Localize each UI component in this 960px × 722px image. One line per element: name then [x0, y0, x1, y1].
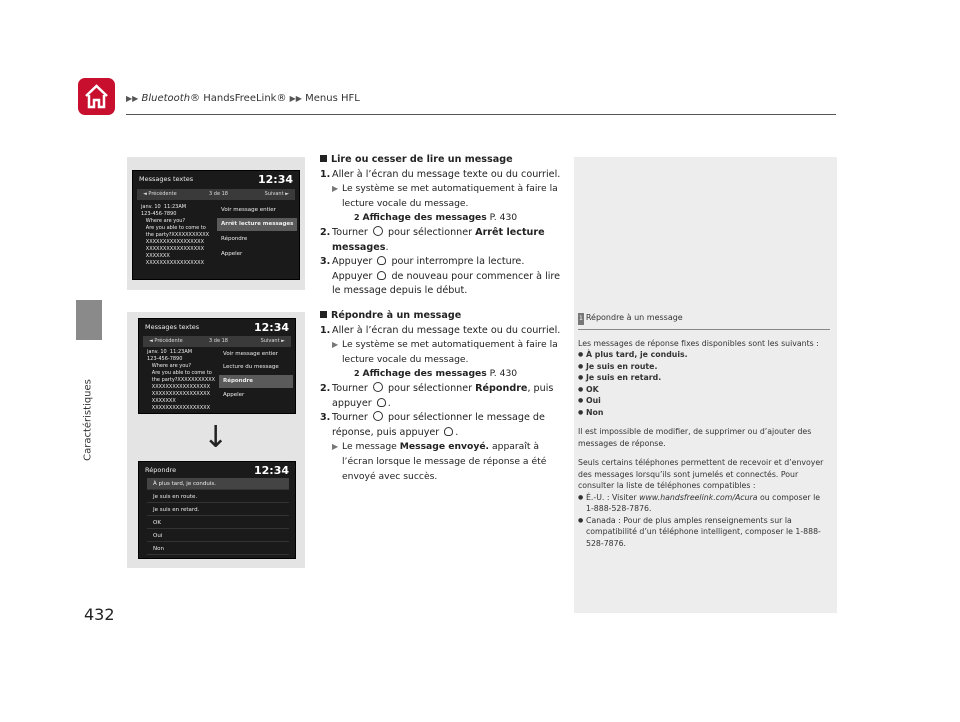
screen-reply [138, 461, 296, 559]
selector-dial-icon [373, 411, 383, 421]
note-paragraph: Seuls certains téléphones permettent de recevoir et d’envoyer des messages lorsqu’ils sont jumelés et connectés. Pour consulter la liste de téléphones compatibles : [578, 458, 824, 490]
section-reply-message [320, 309, 572, 484]
step-3: 3. Appuyer pour interrompre la lecture. [320, 256, 525, 268]
header-rule [126, 114, 836, 115]
message-count: 3 de 18 [209, 191, 228, 197]
section-read-message [320, 153, 572, 299]
selector-dial-icon [373, 226, 383, 236]
screen-title: Messages textes [139, 175, 194, 183]
breadcrumb-hfl[interactable]: ® HandsFreeLink® [190, 93, 287, 104]
screen-messages-2 [138, 318, 296, 414]
down-arrow-icon: ↓ [203, 420, 229, 455]
press-button-icon [377, 398, 386, 407]
note-paragraph: Il est impossible de modifier, de supprimer ou d’ajouter des messages de réponse. [578, 427, 812, 448]
option-view-full[interactable]: Voir message entier [221, 207, 276, 213]
option-view-full[interactable]: Voir message entier [223, 351, 278, 357]
next-button[interactable]: Suivant ► [264, 191, 289, 197]
step-3: 3. Tourner pour sélectionner le message de [320, 412, 545, 424]
option-reply[interactable]: Répondre [219, 375, 293, 388]
reply-option[interactable]: Oui [147, 530, 289, 542]
home-icon[interactable] [78, 78, 115, 115]
selector-dial-icon [373, 382, 383, 392]
message-preview: janv. 10 11:23AM 123-456-7890 Where are you? Are you able to come to the party?XXXXXXXXXXX XXXXXXXXXXXXXXXXX XXXXXXXXXXXXXXXXX XXXXXXX XXXXXXXXXXXXXXXXX [141, 204, 210, 266]
reply-option[interactable]: À plus tard, je conduis. [147, 478, 289, 490]
step-1-result: ▶ Le système se met automatiquement à faire la [320, 338, 572, 353]
website-link[interactable]: www.handsfreelink.com/Acura [639, 492, 758, 502]
reply-option[interactable]: OK [147, 517, 289, 529]
option-call[interactable]: Appeler [223, 392, 245, 398]
square-bullet-icon [320, 155, 327, 162]
step-2: 2. Tourner pour sélectionner Répondre, puis [320, 382, 554, 394]
step-1-result-cont: lecture vocale du message. [342, 197, 469, 209]
house-icon [84, 84, 109, 109]
reply-list-item: ● Oui [578, 395, 830, 407]
breadcrumb [126, 93, 360, 104]
message-preview: janv. 10 11:23AM 123-456-7890 Where are you? Are you able to come to the party?XXXXXXXXXXX XXXXXXXXXXXXXXXXX XXXXXXXXXXXXXXXXX XXXXXXX XXXXXXXXXXXXXXXXX [147, 349, 216, 411]
step-3-result-cont: l’écran lorsque le message de réponse a été [342, 455, 547, 467]
breadcrumb-bluetooth[interactable]: Bluetooth [141, 93, 191, 104]
message-count: 3 de 18 [209, 338, 228, 344]
note-us-item: ● É.-U. : Visiter www.handsfreelink.com/Acura ou composer le 1-888-528-7876. [578, 492, 830, 515]
reference-icon: 2 [354, 213, 360, 223]
step-1: 1. Aller à l’écran du message texte ou du courriel. [320, 324, 561, 336]
note-reply-message [578, 312, 830, 549]
reply-list-item: ● Je suis en route. [578, 361, 830, 373]
step-2: 2. Tourner pour sélectionner Arrêt lecture [320, 226, 545, 238]
step-3-cont: Appuyer de nouveau pour commencer à lire [332, 270, 561, 282]
result-arrow-icon: ▶ [332, 442, 339, 452]
page-reference[interactable]: 2 Affichage des messages P. 430 [320, 367, 572, 382]
step-3-result: ▶ Le message Message envoyé. apparaît à [320, 440, 572, 455]
option-stop-reading[interactable]: Arrêt lecture messages [217, 218, 297, 231]
screen-messages-1 [132, 170, 300, 280]
note-canada-item: ● Canada : Pour de plus amples renseignements sur la compatibilité d’un téléphone intelligent, composer le 1-888-528-7876. [578, 515, 830, 550]
reply-option[interactable]: Je suis en retard. [147, 504, 289, 516]
reply-option[interactable]: Non [147, 543, 289, 555]
reference-icon: 2 [354, 369, 360, 379]
reply-list-item: ● À plus tard, je conduis. [578, 349, 830, 361]
prev-button[interactable]: ◄ Précédente [149, 338, 183, 344]
breadcrumb-arrow-icon: ▶▶ [126, 94, 139, 103]
breadcrumb-arrow-icon: ▶▶ [289, 94, 302, 103]
option-read-message[interactable]: Lecture du message [223, 364, 279, 370]
screen-clock: 12:34 [253, 321, 289, 334]
section-heading: Répondre à un message [320, 309, 572, 324]
screen-title: Messages textes [145, 323, 200, 331]
reply-list-item: ● OK [578, 384, 830, 396]
step-2-cont: messages. [332, 241, 389, 253]
screen-title: Répondre [145, 466, 177, 474]
result-arrow-icon: ▶ [332, 184, 339, 194]
screen-nav-bar [137, 189, 295, 200]
square-bullet-icon [320, 311, 327, 318]
screen-clock: 12:34 [257, 173, 293, 186]
screen-nav-bar [143, 336, 291, 347]
step-3-cont: réponse, puis appuyer . [332, 426, 459, 438]
step-3-cont: le message depuis le début. [332, 285, 468, 297]
screen-clock: 12:34 [253, 464, 289, 477]
option-call[interactable]: Appeler [221, 251, 243, 257]
side-label: Caractéristiques [82, 379, 94, 461]
page-number: 432 [84, 605, 115, 624]
step-1: 1. Aller à l’écran du message texte ou du courriel. [320, 168, 561, 180]
step-1-result-cont: lecture vocale du message. [342, 353, 469, 365]
result-arrow-icon: ▶ [332, 340, 339, 350]
press-button-icon [377, 256, 386, 265]
prev-button[interactable]: ◄ Précédente [143, 191, 177, 197]
step-3-result-cont: envoyé avec succès. [342, 470, 438, 482]
breadcrumb-menus-hfl[interactable]: Menus HFL [305, 93, 360, 104]
section-heading: Lire ou cesser de lire un message [320, 153, 572, 168]
note-title: 1 Répondre à un message [578, 312, 830, 330]
reply-list-item: ● Non [578, 407, 830, 419]
next-button[interactable]: Suivant ► [260, 338, 285, 344]
note-intro: Les messages de réponse fixes disponibles sont les suivants : [578, 338, 819, 348]
step-1-result: ▶ Le système se met automatiquement à faire la [320, 182, 572, 197]
option-reply[interactable]: Répondre [221, 236, 248, 242]
side-tab [76, 300, 102, 340]
step-2-cont: appuyer . [332, 397, 391, 409]
press-button-icon [444, 427, 453, 436]
reply-option[interactable]: Je suis en route. [147, 491, 289, 503]
page-reference[interactable]: 2 Affichage des messages P. 430 [320, 211, 572, 226]
reply-list-item: ● Je suis en retard. [578, 372, 830, 384]
press-button-icon [377, 271, 386, 280]
note-icon: 1 [578, 313, 584, 325]
